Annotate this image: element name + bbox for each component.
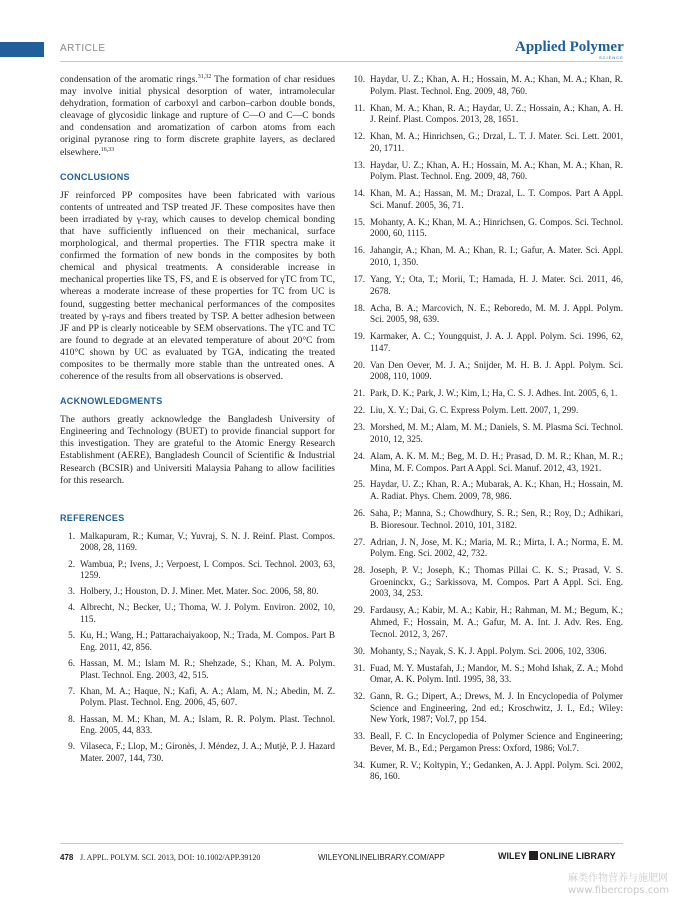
reference-text: Jahangir, A.; Khan, M. A.; Khan, R. I.; Gafur, A. Mater. Sci. Appl. 2010, 1, 350. [370, 245, 623, 268]
reference-number: 34. [353, 759, 365, 770]
reference-item [350, 331, 623, 354]
watermark-line-1: 麻类作物营养与施肥网 [568, 873, 668, 884]
footer-citation: J. APPL. POLYM. SCI. 2013, DOI: 10.1002/APP.39120 [80, 853, 261, 862]
reference-text: Van Den Oever, M. J. A.; Snijder, M. H. B. J. Appl. Polym. Sci. 2008, 110, 1009. [370, 359, 623, 382]
reference-item [350, 479, 623, 502]
reference-number: 4. [68, 602, 75, 613]
left-column [60, 74, 335, 769]
journal-logo-subtext: SCIENCE [598, 55, 624, 60]
reference-number: 6. [68, 658, 75, 669]
reference-item [350, 160, 623, 183]
footer-url[interactable]: WILEYONLINELIBRARY.COM/APP [318, 853, 445, 862]
reference-item [60, 531, 335, 554]
reference-item [350, 74, 623, 97]
reference-text: Joseph, P. V.; Joseph, K.; Thomas Pillai C. K. S.; Prasad, V. S. Groeninckx, G.; Sarkissova, M. Compos. Part A Appl. Sci. Eng. 2003, 34, 253. [370, 565, 623, 599]
reference-text: Saha, P.; Manna, S.; Chowdhury, S. R.; Sen, R.; Roy, D.; Adhikari, B. Bioresour. Technol. 2010, 101, 3182. [370, 508, 623, 530]
reference-item [350, 731, 623, 754]
reference-number: 26. [353, 508, 365, 519]
reference-text: Acha, B. A.; Marcovich, N. E.; Reboredo, M. M. J. Appl. Polym. Sci. 2005, 98, 639. [370, 302, 623, 325]
reference-number: 14. [353, 188, 365, 199]
reference-item [350, 508, 623, 531]
reference-item [350, 760, 623, 783]
wiley-book-icon [529, 851, 538, 860]
reference-item [60, 741, 335, 764]
reference-item [350, 245, 623, 268]
reference-item [60, 602, 335, 625]
citation-sup: 31,32 [197, 73, 212, 80]
reference-item [350, 663, 623, 686]
reference-item [60, 559, 335, 582]
reference-number: 29. [353, 605, 365, 616]
header-accent-bar [0, 42, 44, 57]
reference-text: Albrecht, N.; Becker, U.; Thoma, W. J. Polym. Environ. 2002, 10, 115. [80, 602, 335, 625]
reference-number: 5. [68, 630, 75, 641]
reference-text: Yang, Y.; Ota, T.; Morii, T.; Hamada, H. J. Mater. Sci. 2011, 46, 2678. [370, 274, 623, 296]
reference-number: 9. [68, 741, 75, 752]
reference-text: Holbery, J.; Houston, D. J. Miner. Met. Mater. Soc. 2006, 58, 80. [80, 586, 319, 597]
reference-text: Fuad, M. Y. Mustafah, J.; Mandor, M. S.; Mohd Ishak, Z. A.; Mohd Omar, A. K. Polym. Intl. 1995, 38, 33. [370, 662, 623, 685]
publisher-logo [498, 851, 616, 861]
watermark-line-2: www.fibercrops.com [568, 885, 670, 896]
reference-text: Wambua, P.; Ivens, J.; Verpoest, I. Compos. Sci. Technol. 2003, 63, 1259. [80, 558, 335, 581]
reference-text: Hassan, M. M.; Islam M. R.; Shehzade, S.; Khan, M. A. Polym. Plast. Technol. Eng. 2003, 42, 515. [80, 658, 335, 680]
reference-text: Khan, M. A.; Hinrichsen, G.; Drzal, L. T. J. Mater. Sci. Lett. 2001, 20, 1711. [370, 131, 623, 153]
reference-text: Liu, X. Y.; Dai, G. C. Express Polym. Lett. 2007, 1, 299. [370, 405, 579, 416]
reference-item [350, 422, 623, 445]
reference-item [60, 586, 335, 598]
intro-text-1: condensation of the aromatic rings. [60, 74, 198, 85]
journal-logo [515, 40, 624, 60]
reference-text: Alam, A. K. M. M.; Beg, M. D. H.; Prasad, D. M. R.; Khan, M. R.; Mina, M. F. Compos. Part A Appl. Sci. Manuf. 2012, 43, 1921. [370, 450, 623, 473]
reference-number: 22. [353, 405, 365, 416]
reference-number: 32. [353, 691, 365, 702]
reference-item [60, 658, 335, 681]
reference-text: Mohanty, A. K.; Khan, M. A.; Hinrichsen, G. Compos. Sci. Technol. 2000, 60, 1115. [370, 216, 623, 239]
publisher-name: WILEY [498, 851, 527, 861]
reference-number: 17. [353, 274, 365, 285]
reference-text: Kumer, R. V.; Koltypin, Y.; Gedanken, A. J. Appl. Polym. Sci. 2002, 86, 160. [370, 759, 623, 782]
reference-text: Beall, F. C. In Encyclopedia of Polymer Science and Engineering; Bever, M. B., Ed.; Pergamon Press: Oxford, 1986; Vol.7. [370, 731, 623, 753]
right-column [350, 74, 623, 788]
reference-item [60, 686, 335, 709]
reference-text: Adrian, J. N, Jose, M. K.; Maria, M. R.; Mirta, I. A.; Norma, E. M. Polym. Eng. Sci. 2002, 42, 732. [370, 536, 623, 559]
acknowledgments-paragraph: The authors greatly acknowledge the Bangladesh University of Engineering and Technology (BUET) to provide financial support for this investigation. They are grateful to the Atomic Energy Research Establishment (AERE), Bangladesh Council of Scientific & Industrial Research (BCSIR) and Universiti Malaysia Pahang to allow facilities for this research. [60, 414, 335, 486]
conclusions-paragraph: JF reinforced PP composites have been fabricated with various contents of untreated and TSP treated JF. These composites have then been irradiated by γ-ray, which causes to develop chemical bonding that have sufficiently influenced on their mechanical, surface morphological, and thermal properties. The FTIR spectra make it confirmed the formation of new bonds in the composites by both chemical and physical treatments. A considerable increase in mechanical properties like TS, FS, and E is observed for γTC from TC, whereas a moderate increase of these properties for TC from UC is found, suggesting better mechanical performances of the composites treated by γ-rays and fibers treated by TSP. A better adhesion between JF and PP is clearly noticeable by SEM observations. The γTC and TC are found to degrade at an elevated temperature of about 20°C from 410°C shown by UC as evaluated by TGA, indicating the treated composites to be thermally more stable than the untreated ones. A coherence of the results from all observations is observed. [60, 189, 335, 383]
reference-item [350, 217, 623, 240]
reference-item [350, 405, 623, 417]
intro-paragraph [60, 74, 335, 159]
reference-text: Ku, H.; Wang, H.; Pattarachaiyakoop, N.; Trada, M. Compos. Part B Eng. 2011, 42, 856. [80, 630, 335, 652]
reference-number: 13. [353, 159, 365, 170]
references-heading: REFERENCES [60, 512, 125, 523]
reference-item [350, 451, 623, 474]
reference-number: 21. [353, 388, 365, 399]
reference-item [60, 714, 335, 737]
reference-number: 28. [353, 565, 365, 576]
reference-number: 19. [353, 331, 365, 342]
reference-list-left [60, 531, 335, 765]
page-number: 478 [60, 853, 74, 862]
reference-item [350, 646, 623, 658]
reference-item [350, 360, 623, 383]
reference-text: Haydar, U. Z.; Khan, A. H.; Hossain, M. A.; Khan, M. A.; Khan, R. Polym. Plast. Technol. Eng. 2009, 48, 760. [370, 74, 623, 96]
reference-number: 31. [353, 662, 365, 673]
reference-number: 8. [68, 713, 75, 724]
reference-text: Haydar, U. Z.; Khan, A. H.; Hossain, M. A.; Khan, M. A.; Khan, R. Polym. Plast. Technol. Eng. 2009, 48, 760. [370, 159, 623, 182]
reference-text: Hassan, M. M.; Khan, M. A.; Islam, R. R. Polym. Plast. Technol. Eng. 2005, 44, 833. [80, 713, 335, 736]
reference-number: 11. [353, 102, 365, 113]
reference-number: 33. [353, 731, 365, 742]
reference-item [350, 605, 623, 640]
reference-item [350, 388, 623, 400]
reference-text: Morshed, M. M.; Alam, M. M.; Daniels, S. M. Plasma Sci. Technol. 2010, 12, 325. [370, 422, 623, 444]
reference-text: Gann, R. G.; Dipert, A.; Drews, M. J. In Encyclopedia of Polymer Science and Engineering, 2nd ed.; Kroschwitz, J. I., Ed.; Wiley: New York, 1987; Vol.7, pp 154. [370, 691, 623, 725]
reference-number: 16. [353, 245, 365, 256]
reference-item [60, 630, 335, 653]
reference-number: 7. [68, 685, 75, 696]
watermark [568, 873, 669, 897]
reference-text: Mohanty, S.; Nayak, S. K. J. Appl. Polym. Sci. 2006, 102, 3306. [370, 645, 607, 656]
reference-text: Fardausy, A.; Kabir, M. A.; Kabir, H.; Rahman, M. M.; Begum, K.; Ahmed, F.; Hossain, M. A.; Gafur, M. A. Int. J. Adv. Res. Eng. Tecnol. 2012, 3, 267. [370, 605, 623, 639]
reference-number: 23. [353, 422, 365, 433]
reference-number: 1. [68, 530, 75, 541]
intro-text-2: The formation of char residues may involve initial physical desorption of water, intramolecular dehydration, formation of carboxyl and carbon–carbon double bonds, cleavage of glycosidic linkage and rupture of C—O and C—C bonds and condensation and aromatization of carbon atoms from each original pyranose ring to form discrete graphite layers, as declared elsewhere. [60, 74, 335, 158]
reference-text: Khan, M. A.; Hassan, M. M.; Drazal, L. T. Compos. Part A Appl. Sci. Manuf. 2005, 36, 71. [370, 188, 623, 210]
reference-number: 24. [353, 450, 365, 461]
citation-sup: 16,33 [100, 146, 115, 153]
reference-number: 27. [353, 536, 365, 547]
journal-logo-text: Applied Polymer [515, 39, 624, 55]
reference-number: 2. [68, 558, 75, 569]
reference-item [350, 131, 623, 154]
reference-number: 25. [353, 479, 365, 490]
reference-item [350, 565, 623, 600]
publisher-library: ONLINE LIBRARY [539, 851, 616, 861]
acknowledgments-heading: ACKNOWLEDGMENTS [60, 396, 163, 407]
reference-text: Malkapuram, R.; Kumar, V.; Yuvraj, S. N. J. Reinf. Plast. Compos. 2008, 28, 1169. [80, 530, 335, 553]
reference-item [350, 303, 623, 326]
reference-number: 3. [68, 586, 75, 597]
reference-list-right [350, 74, 623, 783]
reference-number: 20. [353, 359, 365, 370]
reference-number: 30. [353, 645, 365, 656]
reference-text: Khan, M. A.; Haque, N.; Kafi, A. A.; Alam, M. N.; Abedin, M. Z. Polym. Plast. Technol. Eng. 2006, 45, 607. [80, 685, 335, 708]
reference-number: 12. [353, 131, 365, 142]
conclusions-heading: CONCLUSIONS [60, 171, 130, 182]
reference-item [350, 537, 623, 560]
reference-text: Karmaker, A. C.; Youngquist, J. A. J. Appl. Polym. Sci. 1996, 62, 1147. [370, 331, 623, 353]
reference-item [350, 188, 623, 211]
reference-item [350, 691, 623, 726]
reference-number: 10. [353, 74, 365, 84]
footer-divider [60, 843, 623, 844]
reference-number: 15. [353, 216, 365, 227]
article-label: ARTICLE [60, 43, 106, 54]
reference-text: Vilaseca, F.; Llop, M.; Gironès, J. Méndez, J. A.; Mutjè, P. J. Hazard Mater. 2007, 144, 730. [80, 741, 335, 763]
reference-text: Khan, M. A.; Khan, R. A.; Haydar, U. Z.; Hossain, A.; Khan, A. H. J. Reinf. Plast. Compos. 2013, 28, 1651. [370, 102, 623, 125]
reference-item [350, 103, 623, 126]
header-divider [60, 61, 623, 62]
reference-text: Haydar, U. Z.; Khan, R. A.; Mubarak, A. K.; Khan, H.; Hossain, M. A. Radiat. Phys. Chem. 2009, 78, 986. [370, 479, 623, 502]
reference-text: Park, D. K.; Park, J. W.; Kim, I.; Ha, C. S. J. Adhes. Int. 2005, 6, 1. [370, 388, 618, 399]
reference-item [350, 274, 623, 297]
reference-number: 18. [353, 302, 365, 313]
